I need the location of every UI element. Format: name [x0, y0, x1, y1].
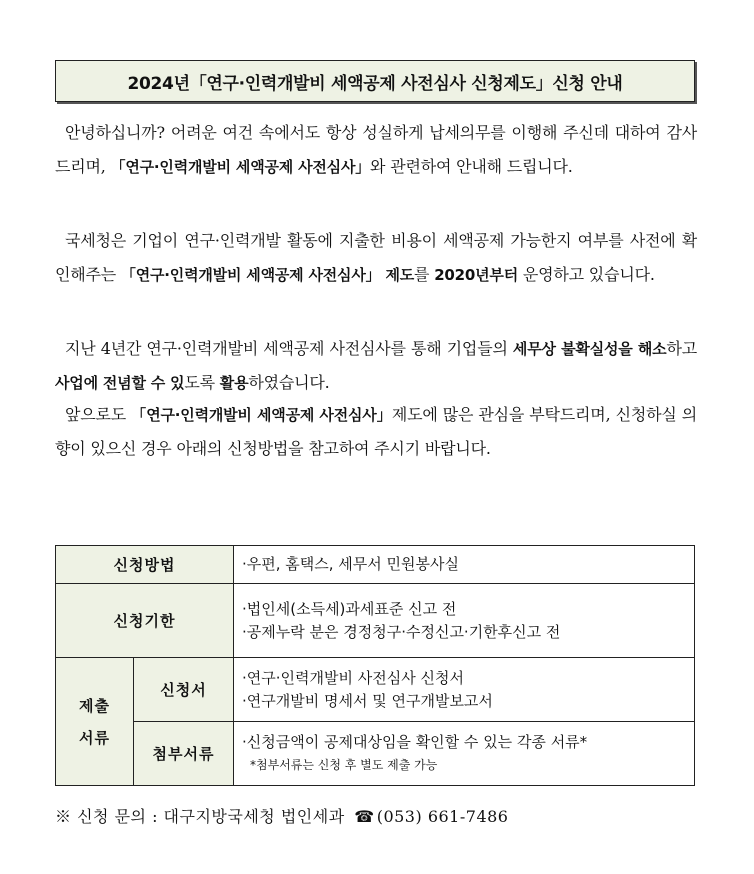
application-line-2: ·연구개발비 명세서 및 연구개발보고서 — [242, 691, 493, 710]
docs-label — [56, 658, 134, 786]
docs-label-line-1: 제출 — [79, 696, 110, 715]
p3-text: 지난 4년간 연구·인력개발비 세액공제 사전심사를 통해 기업들의 — [65, 339, 513, 358]
table-row-method — [56, 546, 695, 584]
p2-text-mid: 를 — [414, 265, 435, 284]
p3-emphasis-2: 사업에 전념할 수 있 — [55, 374, 185, 392]
p2-emphasis: 「연구·인력개발비 세액공제 사전심사」 제도 — [120, 266, 415, 284]
application-info-table — [55, 545, 695, 786]
paragraph-history — [55, 332, 697, 400]
attachments-line-1: ·신청금액이 공제대상임을 확인할 수 있는 각종 서류* — [242, 732, 588, 751]
deadline-content — [234, 584, 695, 658]
title-box — [55, 60, 695, 102]
contact-footer — [55, 804, 508, 827]
docs-label-line-2: 서류 — [79, 728, 110, 747]
deadline-label: 신청기한 — [56, 584, 234, 658]
p4-emphasis: 「연구·인력개발비 세액공제 사전심사」 — [131, 406, 392, 424]
paragraph-intro — [55, 224, 697, 292]
p1-text-end: 와 관련하여 안내해 드립니다. — [370, 157, 573, 176]
p4-text-end: 제도에 많은 관심을 부탁드리며, 신청하실 의향이 있으신 경우 아래의 신청방법을 참고하여 주시기 바랍니다. — [55, 405, 697, 458]
p3-text-mid-2: 도록 — [184, 373, 220, 392]
deadline-line-1: ·법인세(소득세)과세표준 신고 전 — [242, 599, 457, 618]
p2-text: 국세청은 기업이 연구·인력개발 활동에 지출한 비용이 세액공제 가능한지 여부를 사전에 확인해주는 — [55, 231, 697, 284]
p2-text-end: 운영하고 있습니다. — [518, 265, 655, 284]
table-row-deadline — [56, 584, 695, 658]
p3-emphasis-1: 세무상 불확실성을 해소 — [512, 340, 667, 358]
telephone-icon: ☎ — [354, 807, 375, 826]
table-row-attachments — [56, 722, 695, 786]
p4-text: 앞으로도 — [65, 405, 132, 424]
p1-text: 안녕하십니까? 어려운 여건 속에서도 항상 성실하게 납세의무를 이행해 주신데 대하여 감사드리며, — [55, 123, 697, 176]
deadline-line-2: ·공제누락 분은 경정청구·수정신고·기한후신고 전 — [242, 622, 561, 641]
application-label: 신청서 — [134, 658, 234, 722]
attachments-content — [234, 722, 695, 786]
p3-emphasis-3: 활용 — [219, 374, 249, 392]
method-line: ·우편, 홈택스, 세무서 민원봉사실 — [242, 555, 459, 573]
attachments-note: *첨부서류는 신청 후 별도 제출 가능 — [250, 757, 438, 772]
method-label: 신청방법 — [56, 546, 234, 584]
p3-text-end: 하였습니다. — [248, 373, 330, 392]
method-content — [234, 546, 695, 584]
p1-emphasis: 「연구·인력개발비 세액공제 사전심사」 — [110, 158, 371, 176]
page-title: 2024년「연구·인력개발비 세액공제 사전심사 신청제도」신청 안내 — [127, 73, 623, 94]
application-line-1: ·연구·인력개발비 사전심사 신청서 — [242, 668, 464, 687]
paragraph-greeting — [55, 116, 697, 184]
contact-text: ※ 신청 문의 : 대구지방국세청 법인세과 — [55, 807, 345, 826]
p3-text-mid: 하고 — [666, 339, 697, 358]
attachments-label: 첨부서류 — [134, 722, 234, 786]
contact-phone: (053) 661-7486 — [376, 807, 509, 826]
p2-year: 2020년부터 — [434, 266, 519, 284]
paragraph-request — [55, 398, 697, 466]
table-row-application — [56, 658, 695, 722]
application-content — [234, 658, 695, 722]
